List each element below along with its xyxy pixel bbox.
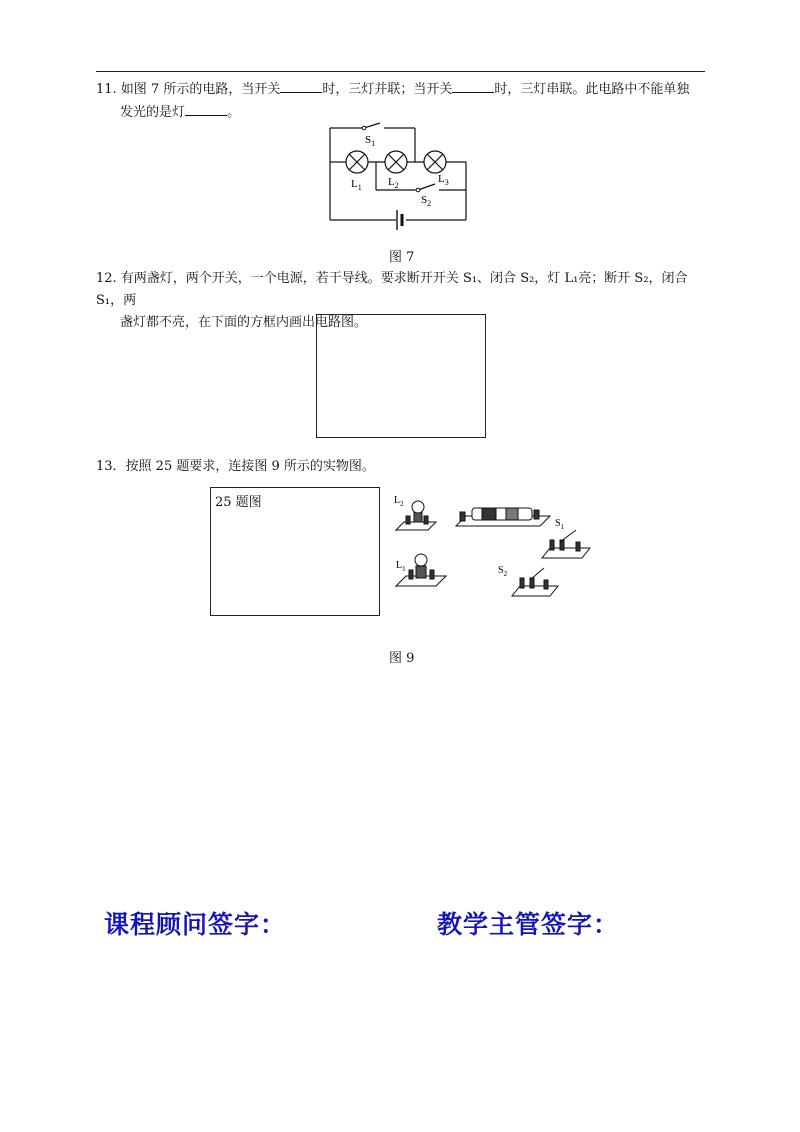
switch-s2-contact	[416, 188, 420, 192]
question-12-line-1: 12. 有两盏灯，两个开关，一个电源，若干导线。要求断开开关 S₁、闭合 S₂，灯 L₁亮；断开 S₂，闭合 S₁，两	[96, 271, 688, 308]
header-rule	[96, 71, 705, 72]
lamp-l3	[424, 151, 446, 173]
figure-7-caption: 图 7	[389, 250, 415, 265]
figure-25-box-label: 25 题图	[215, 495, 262, 510]
label-s2: $S_2$	[421, 194, 432, 208]
switch-s2-device	[512, 568, 558, 596]
label-s1: $S_1$	[365, 134, 376, 148]
switch-s1-device	[542, 530, 590, 558]
physical-components-figure-9	[392, 490, 597, 605]
battery-box	[456, 508, 550, 526]
switch-s1-contact	[362, 126, 366, 130]
circuit-drawing-box[interactable]	[316, 314, 486, 438]
course-advisor-signature-label: 课程顾问签字：	[104, 910, 287, 939]
question-13: 13．按照 25 题要求，连接图 9 所示的实物图。	[96, 459, 375, 474]
question-11-text-a: 11. 如图 7 所示的电路，当开关	[96, 82, 281, 97]
figure-9-caption: 图 9	[389, 651, 415, 666]
switch-s1-blade	[364, 123, 380, 128]
label-s1-device: $S_1$	[555, 518, 565, 531]
teaching-supervisor-signature-label: 教学主管签字：	[437, 910, 620, 939]
label-l2-device: $L_2$	[394, 495, 404, 508]
answer-blank-2[interactable]	[452, 78, 494, 93]
question-12-line-2: 盏灯都不亮，在下面的方框内画出电路图。	[120, 315, 368, 330]
question-11-text-c: 时，三灯串联。此电路中不能单独	[494, 82, 690, 97]
label-l1: $L_1$	[351, 178, 362, 192]
switch-s2-blade	[418, 184, 435, 190]
battery-icon	[397, 210, 402, 230]
label-l3: $L_3$	[438, 173, 449, 187]
label-l1-device: $L_1$	[396, 560, 406, 573]
label-s2-device: $S_2$	[498, 565, 508, 578]
question-11-text-e: 。	[227, 105, 241, 120]
answer-blank-3[interactable]	[185, 101, 227, 116]
lamp-l2	[385, 151, 407, 173]
figure-25-box[interactable]	[210, 487, 380, 616]
question-11-text-b: 时，三灯并联；当开关	[322, 82, 453, 97]
question-11-line-1	[96, 78, 716, 101]
lamp-l1	[346, 151, 368, 173]
circuit-diagram-figure-7	[320, 118, 480, 238]
question-11-text-d: 发光的是灯	[120, 105, 186, 120]
label-l2: $L_2$	[388, 176, 399, 190]
answer-blank-1[interactable]	[280, 78, 322, 93]
